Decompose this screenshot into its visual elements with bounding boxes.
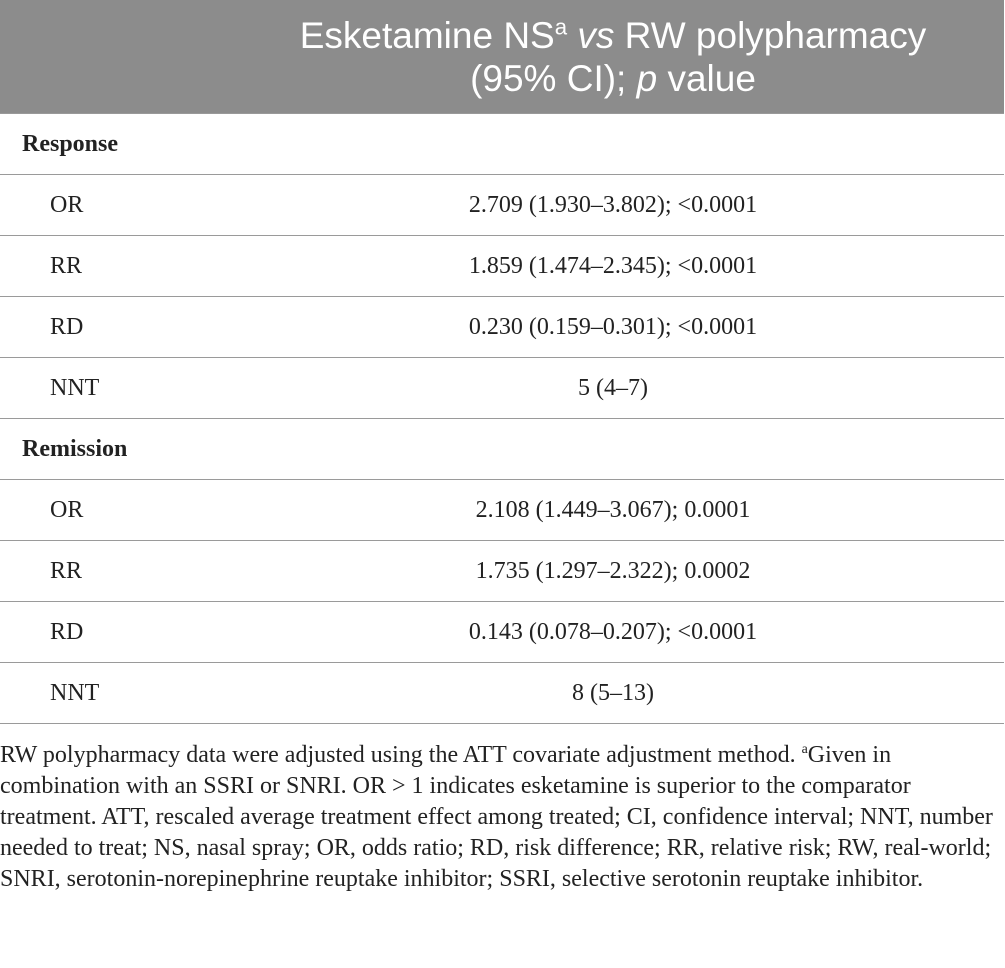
footnote-marker: a <box>801 742 808 757</box>
header-row <box>0 0 1004 114</box>
table-row <box>0 602 1004 663</box>
row-value: 2.709 (1.930–3.802); <0.0001 <box>222 175 1004 236</box>
header-empty-cell <box>0 0 222 114</box>
footnote-text-start: RW polypharmacy data were adjusted using the ATT covariate adjustment method. <box>0 742 802 768</box>
header-column-title <box>222 0 1004 114</box>
section-row-remission <box>0 419 1004 480</box>
header-ci: (95% CI); <box>470 57 627 99</box>
row-value: 1.735 (1.297–2.322); 0.0002 <box>222 541 1004 602</box>
row-value: 1.859 (1.474–2.345); <0.0001 <box>222 236 1004 297</box>
table-row <box>0 175 1004 236</box>
header-comparator: RW polypharmacy <box>624 14 927 56</box>
header-p: p <box>636 57 658 99</box>
section-title: Response <box>0 114 1004 175</box>
row-label: RD <box>0 297 222 358</box>
section-row-response <box>0 114 1004 175</box>
row-label: RD <box>0 602 222 663</box>
section-title: Remission <box>0 419 1004 480</box>
table-footnote <box>0 740 1000 895</box>
footnote-text-rest: Given in combination with an SSRI or SNRI. OR > 1 indicates esketamine is superior to the comparator treatment. ATT, rescaled average treatment effect among treated; CI, confidence interval; NNT, number needed to treat; NS, nasal spray; OR, odds ratio; RD, risk difference; RR, relative risk; RW, real-world; SNRI, serotonin-norepinephrine reuptake inhibitor; SSRI, selective serotonin reuptake inhibitor. <box>0 742 993 892</box>
row-label: OR <box>0 480 222 541</box>
row-label: NNT <box>0 358 222 419</box>
table-row <box>0 663 1004 724</box>
table-header <box>0 0 1004 114</box>
row-value: 8 (5–13) <box>222 663 1004 724</box>
row-value: 5 (4–7) <box>222 358 1004 419</box>
header-value: value <box>667 57 756 99</box>
row-value: 0.143 (0.078–0.207); <0.0001 <box>222 602 1004 663</box>
row-label: NNT <box>0 663 222 724</box>
header-vs: vs <box>577 14 615 56</box>
row-value: 0.230 (0.159–0.301); <0.0001 <box>222 297 1004 358</box>
row-label: OR <box>0 175 222 236</box>
table-row <box>0 480 1004 541</box>
table-row <box>0 297 1004 358</box>
header-footnote-marker: a <box>554 14 568 40</box>
row-value: 2.108 (1.449–3.067); 0.0001 <box>222 480 1004 541</box>
table-row <box>0 236 1004 297</box>
table-row <box>0 358 1004 419</box>
table-body <box>0 114 1004 724</box>
table-row <box>0 541 1004 602</box>
row-label: RR <box>0 236 222 297</box>
header-esketamine-ns: Esketamine NS <box>299 14 555 56</box>
row-label: RR <box>0 541 222 602</box>
